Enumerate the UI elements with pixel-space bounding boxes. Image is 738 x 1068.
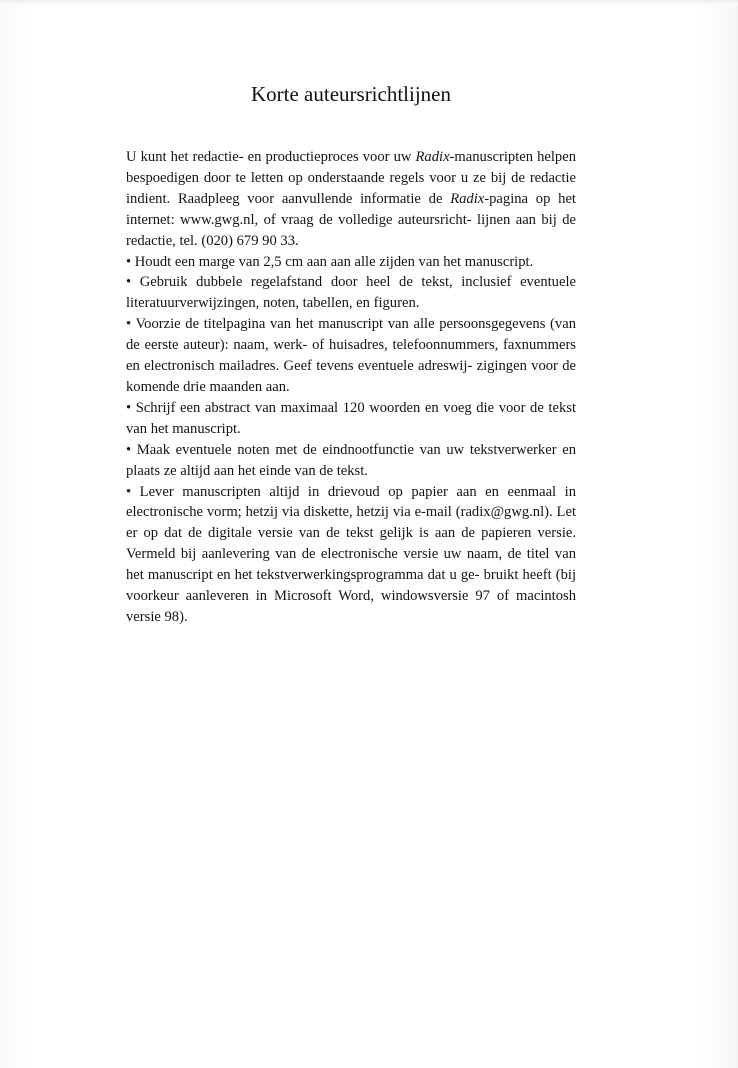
guideline-item-titlepage: • Voorzie de titelpagina van het manuscript van alle persoonsgegevens (van de eerste auteur): naam, werk- of huisadres, telefoonnummers, faxnummers en electronisch mailadres. Geef tevens eventuele adreswij- zigingen voor de komende drie maanden aan. <box>126 316 576 395</box>
guideline-item-notes: • Maak eventuele noten met de eindnootfunctie van uw tekstverwerker en plaats ze altijd aan het einde van de tekst. <box>126 441 576 479</box>
radix-italic-2: Radix <box>450 190 485 207</box>
intro-paragraph <box>126 147 576 252</box>
page-title: Korte auteursrichtlijnen <box>250 82 451 106</box>
intro-text-3: -pagina op het internet: www.gwg.nl, of vraag de volledige auteursricht- lijnen aan bij de redactie, tel. (020) 679 90 33. <box>126 190 576 249</box>
guideline-item-submission: • Lever manuscripten altijd in drievoud op papier aan en eenmaal in electronische vorm; hetzij via diskette, hetzij via e-mail (radix@gwg.nl). Let er op dat de digitale versie van de tekst gelijk is aan de papieren versie. Vermeld bij aanlevering van de electronische versie uw naam, de titel van het manuscript en het tekstverwerkingsprogramma dat u ge- bruikt heeft (bij voorkeur aanleveren in Microsoft Word, windowsversie 97 of macintosh versie 98). <box>126 483 576 625</box>
guideline-item-margin: • Houdt een marge van 2,5 cm aan aan alle zijden van het manuscript. <box>126 253 534 270</box>
page-top-edge <box>0 0 738 6</box>
document-body <box>126 147 576 628</box>
intro-text-2: -manuscripten helpen bespoedigen door te letten op onderstaande regels voor u ze bij de redactie indient. Raadpleeg voor aanvullende informatie de <box>126 149 576 207</box>
radix-italic-1: Radix <box>415 149 450 165</box>
intro-text-1: U kunt het redactie- en productieproces voor uw <box>126 149 416 165</box>
guideline-item-spacing: • Gebruik dubbele regelafstand door heel de tekst, inclusief eventuele literatuurverwijzingen, noten, tabellen, en figuren. <box>126 274 576 312</box>
guideline-item-abstract: • Schrijf een abstract van maximaal 120 woorden en voeg die voor de tekst van het manuscript. <box>126 399 576 437</box>
